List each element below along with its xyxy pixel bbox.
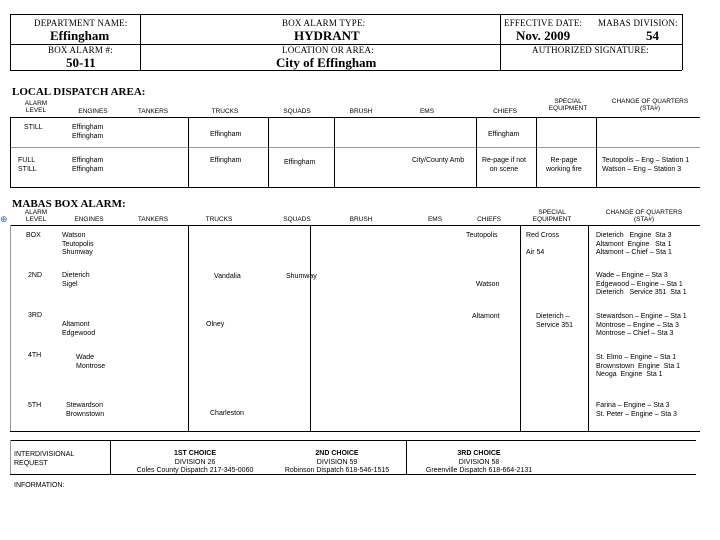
- engines-cell: Effingham Effingham: [72, 157, 104, 173]
- level-cell: 5TH: [28, 402, 42, 409]
- location-label: LOCATION OR AREA:: [282, 45, 374, 55]
- choice-division: DIVISION 58: [458, 458, 500, 466]
- level-cell: FULL STILL: [18, 157, 37, 173]
- col-trucks: TRUCKS: [211, 108, 239, 115]
- col-alarm-level: ALARM LEVEL: [24, 100, 48, 114]
- col-tankers: TANKERS: [137, 108, 169, 115]
- trucks-cell: Effingham: [210, 157, 242, 164]
- chiefs-cell: Teutopolis: [466, 232, 498, 239]
- dept-label: DEPARTMENT NAME:: [34, 18, 128, 28]
- choice-title: 2ND CHOICE: [315, 450, 359, 457]
- level-cell: BOX: [26, 232, 41, 239]
- choice-division: DIVISION 59: [316, 458, 358, 466]
- col-tankers: TANKERS: [137, 216, 169, 223]
- level-cell: 4TH: [28, 352, 42, 359]
- col-chiefs: CHIEFS: [477, 216, 501, 223]
- trucks-cell: Charleston: [210, 410, 244, 417]
- col-chiefs: CHIEFS: [493, 108, 517, 115]
- col-brush: BRUSH: [349, 216, 373, 223]
- trucks-cell: Vandalia: [214, 273, 241, 280]
- special-equipment-cell: Re-page working fire: [546, 157, 582, 173]
- box-number-label: BOX ALARM #:: [48, 45, 113, 55]
- col-ems: EMS: [427, 216, 443, 223]
- col-engines: ENGINES: [78, 108, 108, 115]
- col-special-equipment: SPECIAL EQUIPMENT: [548, 98, 588, 112]
- effective-date-value: Nov. 2009: [516, 28, 571, 43]
- engines-cell: Effingham Effingham: [72, 124, 104, 140]
- quarters-cell: Wade – Engine – Sta 3 Edgewood – Engine – Sta 1 Dieterich Service 351 Sta 1: [596, 272, 687, 296]
- level-cell: 3RD: [28, 312, 43, 319]
- second-choice: [262, 450, 412, 476]
- engines-cell: Altamont Edgewood: [62, 321, 96, 337]
- mabas-division-value: 54: [646, 28, 659, 43]
- engines-cell: Dieterich Sigel: [62, 272, 90, 288]
- squads-cell: Effingham: [284, 159, 316, 166]
- quarters-cell: St. Elmo – Engine – Sta 1 Brownstown Engine Sta 1 Neoga Engine Sta 1: [596, 354, 681, 378]
- mabas-box-alarm-title: MABAS BOX ALARM:: [12, 198, 126, 210]
- box-type-label: BOX ALARM TYPE:: [282, 18, 366, 28]
- col-brush: BRUSH: [349, 108, 373, 115]
- chiefs-cell: Effingham: [488, 131, 520, 138]
- col-squads: SQUADS: [283, 216, 311, 223]
- choice-division: DIVISION 26: [174, 458, 216, 466]
- local-dispatch-title: LOCAL DISPATCH AREA:: [12, 86, 146, 98]
- first-choice: [120, 450, 270, 476]
- engines-cell: Wade Montrose: [76, 354, 106, 370]
- quarters-cell: Stewardson – Engine – Sta 1 Montrose – Engine – Sta 3 Montrose – Chief – Sta 3: [596, 313, 687, 337]
- col-ems: EMS: [419, 108, 435, 115]
- chiefs-cell: Altamont: [472, 313, 500, 320]
- quarters-cell: Farina – Engine – Sta 3 St. Peter – Engine – Sta 3: [596, 402, 677, 418]
- squads-cell: Shumway: [286, 273, 317, 280]
- information-label: INFORMATION:: [14, 482, 65, 489]
- level-cell: STILL: [24, 124, 43, 131]
- signature-label: AUTHORIZED SIGNATURE:: [532, 45, 649, 55]
- third-choice: [404, 450, 554, 476]
- ems-cell: City/County Amb: [412, 157, 465, 164]
- choice-title: 3RD CHOICE: [457, 450, 501, 457]
- box-type-value: HYDRANT: [294, 28, 360, 43]
- location-value: City of Effingham: [276, 55, 377, 70]
- quarters-cell: Dieterich Engine Sta 3 Altamont Engine Sta 1 Altamont – Chief – Sta 1: [596, 232, 672, 256]
- special-equipment-cell: Dieterich – Service 351: [536, 313, 573, 329]
- chiefs-cell: Re-page if not on scene: [482, 157, 526, 173]
- quarters-cell: Teutopolis – Eng – Station 1 Watson – Eng – Station 3: [602, 157, 690, 173]
- effective-date-label: EFFECTIVE DATE:: [504, 18, 583, 28]
- col-alarm-level: ALARM LEVEL: [24, 209, 48, 223]
- choice-dispatch: Coles County Dispatch 217-345-0060: [136, 467, 254, 474]
- col-squads: SQUADS: [283, 108, 311, 115]
- col-special-equipment: SPECIAL EQUIPMENT: [532, 209, 572, 223]
- mabas-division-label: MABAS DIVISION:: [598, 18, 678, 28]
- box-number-value: 50-11: [66, 55, 96, 70]
- level-cell: 2ND: [28, 272, 43, 279]
- choice-title: 1ST CHOICE: [173, 450, 216, 457]
- trucks-cell: Olney: [206, 321, 225, 328]
- col-engines: ENGINES: [74, 216, 104, 223]
- move-handle-icon[interactable]: ⊕: [0, 214, 8, 224]
- trucks-cell: Effingham: [210, 131, 242, 138]
- col-change-of-quarters: CHANGE OF QUARTERS (STA#): [611, 98, 689, 112]
- choice-dispatch: Greenville Dispatch 618-664-2131: [425, 467, 533, 474]
- choice-dispatch: Robinson Dispatch 618-546-1515: [284, 467, 390, 474]
- dept-value: Effingham: [50, 28, 110, 43]
- engines-cell: Watson Teutopolis Shumway: [62, 232, 94, 256]
- engines-cell: Stewardson Brownstown: [66, 402, 105, 418]
- col-trucks: TRUCKS: [205, 216, 233, 223]
- special-equipment-cell: Red Cross Air 54: [526, 232, 560, 256]
- interdivisional-label: INTERDIVISIONAL REQUEST: [14, 451, 75, 467]
- col-change-of-quarters: CHANGE OF QUARTERS (STA#): [605, 209, 683, 223]
- chiefs-cell: Watson: [476, 281, 500, 288]
